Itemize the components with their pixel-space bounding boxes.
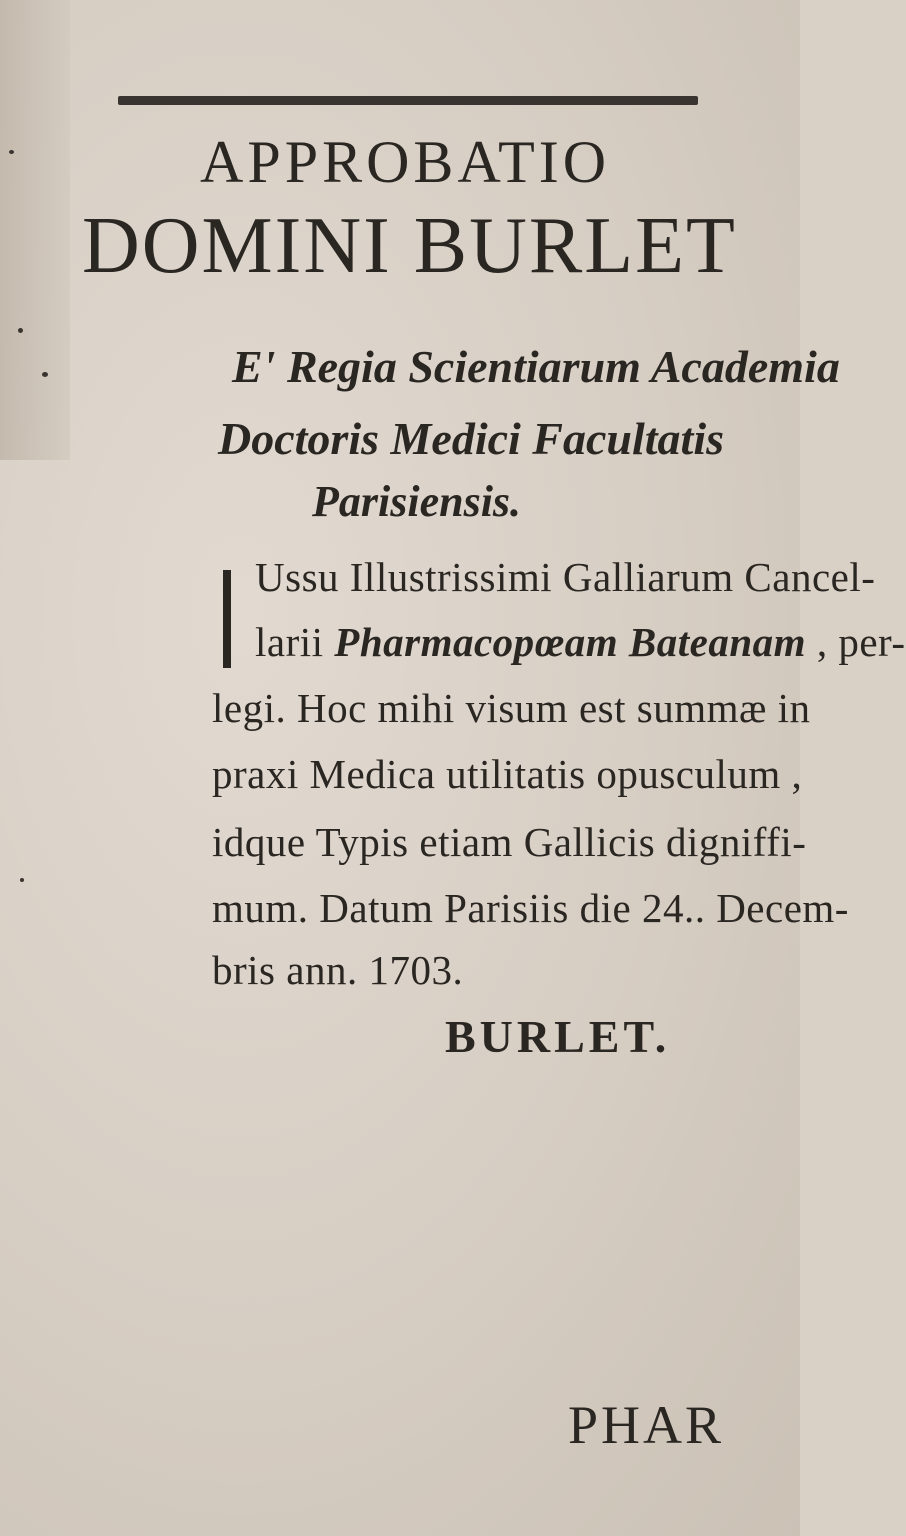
ink-speck: [18, 328, 23, 333]
body-line-5: idque Typis etiam Gallicis digniffi-: [212, 819, 807, 865]
body-line-2-end: , per-: [806, 619, 906, 665]
adjacent-page-edge: [0, 0, 70, 460]
drop-cap-bar: [223, 570, 231, 668]
ink-speck: [9, 150, 14, 154]
heading-approbatio: APPROBATIO: [200, 129, 611, 195]
subheading-line-3: Parisiensis.: [312, 477, 522, 526]
book-title-emphasis: Pharmacopœam Bateanam: [334, 619, 807, 665]
signature-burlet: BURLET.: [445, 1011, 671, 1062]
ink-speck: [20, 878, 24, 882]
body-line-4: praxi Medica utilitatis opusculum ,: [212, 751, 803, 797]
catchword: PHAR: [568, 1395, 725, 1455]
subheading-line-2: Doctoris Medici Facultatis: [218, 413, 724, 464]
body-line-1: Ussu Illustrissimi Galliarum Cancel-: [255, 554, 876, 600]
body-line-2-start: larii: [255, 619, 335, 665]
body-line-6: mum. Datum Parisiis die 24.. Decem-: [212, 885, 849, 931]
ornamental-rule: [118, 96, 698, 105]
heading-domini-burlet: DOMINI BURLET: [82, 202, 737, 290]
body-line-2: [255, 619, 906, 665]
ink-speck: [42, 372, 48, 377]
body-line-7: bris ann. 1703.: [212, 947, 464, 993]
body-line-3: legi. Hoc mihi visum est summæ in: [212, 685, 811, 731]
subheading-line-1: E' Regia Scientiarum Academia: [232, 341, 840, 392]
